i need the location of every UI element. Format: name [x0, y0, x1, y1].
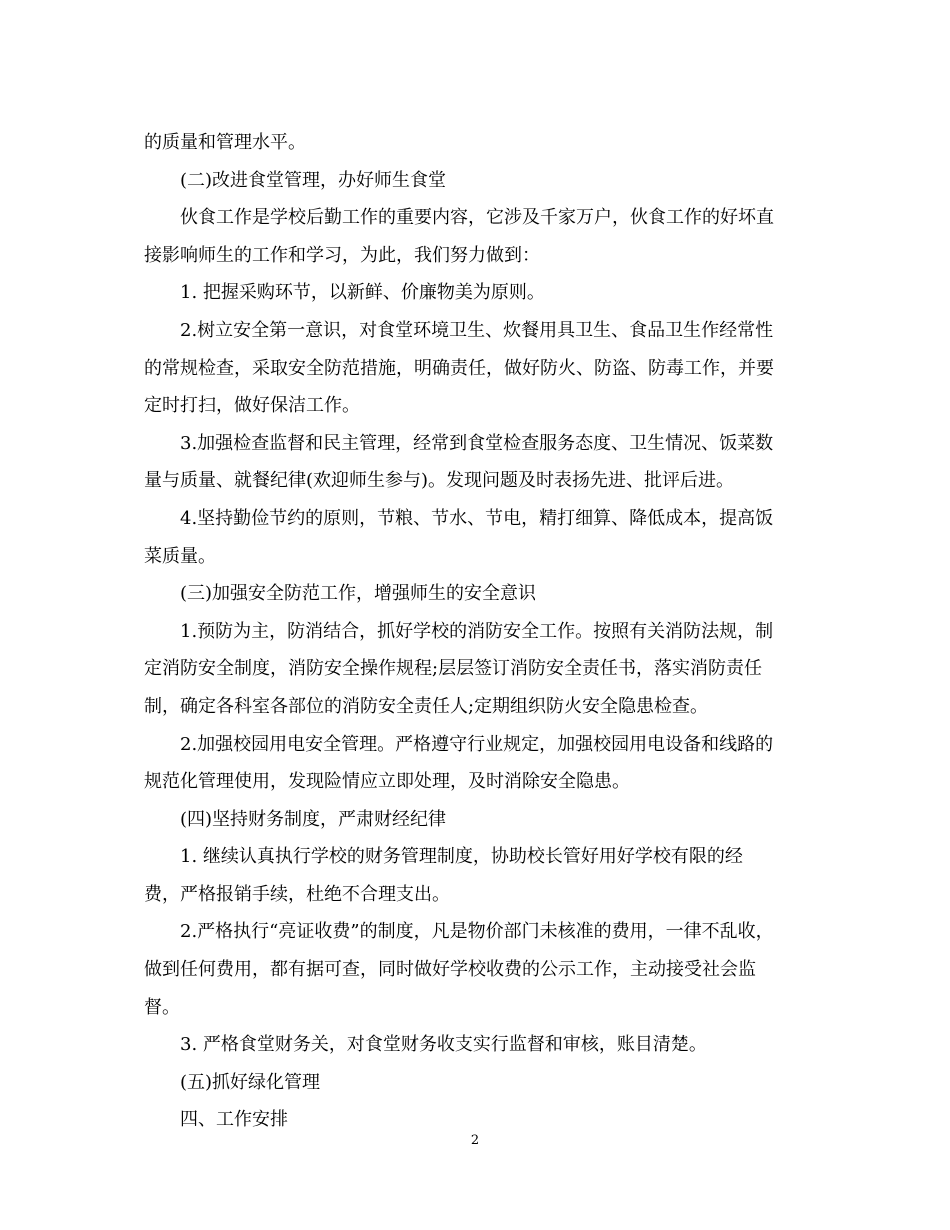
text-line: 伙食工作是学校后勤工作的重要内容，它涉及千家万户，伙食工作的好坏直: [180, 207, 774, 229]
page-number: 2: [470, 1133, 480, 1148]
text-line: 定消防安全制度，消防安全操作规程;层层签订消防安全责任书，落实消防责任: [144, 658, 763, 680]
text-line: 3. 严格食堂财务关，对食堂财务收支实行监督和审核，账目清楚。: [180, 1034, 707, 1056]
text-line: 2.严格执行“亮证收费”的制度，凡是物价部门未核准的费用，一律不乱收，: [180, 921, 774, 943]
text-line: 1. 继续认真执行学校的财务管理制度，协助校长管好用好学校有限的经: [180, 846, 743, 868]
text-line: (二)改进食堂管理，办好师生食堂: [180, 169, 447, 191]
text-line: (三)加强安全防范工作，增强师生的安全意识: [180, 583, 537, 605]
text-line: 接影响师生的工作和学习，为此，我们努力做到：: [144, 244, 540, 266]
text-line: 做到任何费用，都有据可查，同时做好学校收费的公示工作，主动接受社会监: [144, 959, 756, 981]
text-line: 2.加强校园用电安全管理。严格遵守行业规定，加强校园用电设备和线路的: [180, 733, 774, 755]
text-line: 1. 把握采购环节，以新鲜、价廉物美为原则。: [180, 282, 545, 304]
text-line: 费，严格报销手续，杜绝不合理支出。: [144, 883, 450, 905]
text-line: 1.预防为主，防消结合，抓好学校的消防安全工作。按照有关消防法规，制: [180, 620, 774, 642]
text-line: 定时打扫，做好保洁工作。: [144, 395, 360, 417]
text-line: 的常规检查，采取安全防范措施，明确责任，做好防火、防盗、防毒工作，并要: [144, 357, 774, 379]
text-line: 4.坚持勤俭节约的原则，节粮、节水、节电，精打细算、降低成本，提高饭: [180, 507, 774, 529]
text-line: (五)抓好绿化管理: [180, 1071, 321, 1093]
text-line: 菜质量。: [144, 545, 216, 567]
text-line: 规范化管理使用，发现险情应立即处理，及时消除安全隐患。: [144, 771, 630, 793]
text-line: 3.加强检查监督和民主管理，经常到食堂检查服务态度、卫生情况、饭菜数: [180, 432, 774, 454]
text-line: 2.树立安全第一意识，对食堂环境卫生、炊餐用具卫生、食品卫生作经常性: [180, 319, 774, 341]
text-line: 四、工作安排: [180, 1109, 288, 1131]
text-line: 督。: [144, 996, 180, 1018]
document-body: [144, 124, 806, 1139]
text-line: 量与质量、就餐纪律(欢迎师生参与)。发现问题及时表扬先进、批评后进。: [144, 470, 735, 492]
text-line: 的质量和管理水平。: [144, 132, 306, 153]
text-line: 制，确定各科室各部位的消防安全责任人;定期组织防火安全隐患检查。: [144, 695, 709, 717]
text-line: (四)坚持财务制度，严肃财经纪律: [180, 808, 447, 830]
